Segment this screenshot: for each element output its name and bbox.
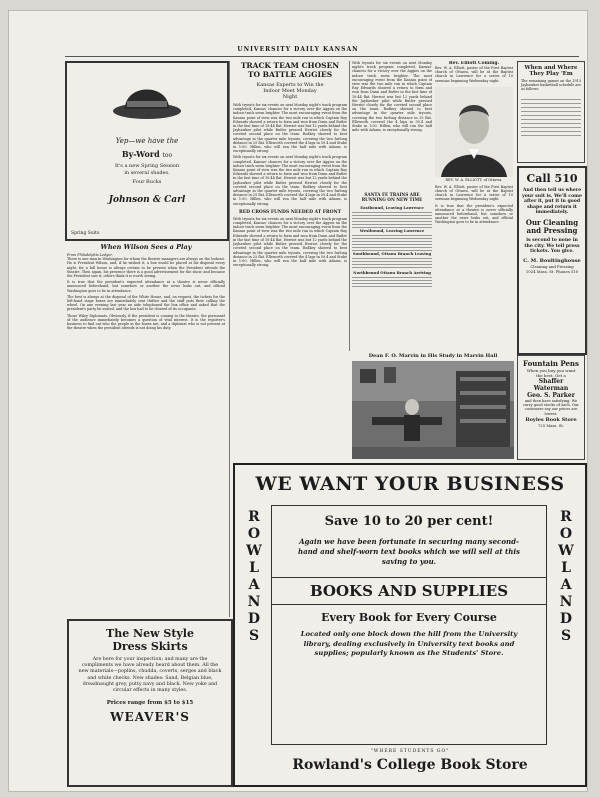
fountain-address: 725 Mass. St.: [537, 422, 565, 428]
wilson-article: [67, 243, 225, 615]
side-letter: R: [560, 509, 572, 525]
hat-too: too: [162, 152, 173, 159]
fountain-store: Boyles Book Store: [525, 416, 577, 423]
side-letter: S: [560, 628, 572, 644]
rowlands-books: BOOKS AND SUPPLIES: [272, 577, 546, 605]
side-letter: R: [248, 509, 260, 525]
fountain-l4: Waterman: [533, 385, 569, 392]
column-rule-1: [229, 61, 230, 617]
pastor-body: Rev. W. A. Elliott, pastor of the First Baptist church of Ottawa, will be at the Baptist church in Lawrence for a series of 10 sermons beginning Wednesday night.: [435, 66, 513, 83]
rowlands-every: Every Book for Every Course: [321, 611, 497, 624]
track-headline-1: TRACK TEAM CHOSEN: [240, 61, 340, 70]
dean-caption: Dean F. O. Marvin in His Study in Marvin Hall: [368, 353, 498, 359]
call-address: 1024 Mass. St. Phones 510: [525, 268, 579, 274]
newspaper-page: [8, 10, 588, 792]
santa-fe-section-4: Northbound Ottawa Branch Arriving: [353, 270, 431, 275]
skirts-store: WEAVER'S: [110, 710, 190, 725]
santa-fe-headline: SANTA FE TRAINS ARE RUNNING ON NEW TIME: [361, 192, 423, 202]
track-deck-2: Indoor Meet Monday: [263, 88, 317, 94]
call-firm-2: Cleaning and Pressing: [530, 263, 574, 269]
pastor-headline: Rev. Elliott Coming.: [448, 61, 500, 66]
santa-fe-times-2: [352, 233, 432, 251]
hat-line3: It's a new Spring Session: [114, 163, 180, 169]
side-letter: O: [247, 526, 261, 542]
track-body: With tryouts for six events on next Monday night's track program completed, Kansas' chances for a victory over the Aggies on the indoor track seem brighter. The most encouraging event from the Kansas point of view was the two mile run in which Captain Ray Edwards showed a return to form and won from Dunn and Butler in the fast time of 10:44 flat. Herriot was but 12 yards behind the Jayhawker pilot while Butler pressed Herriot closely for the coveted second place on the team. Rodkey showed to best advantage in the quarter mile tryouts, covering the two furlong distance in 25 flat. Ellsworth covered the 4 laps in 59.4 and Stube in 1:00. Hillen, who will run the half mile with Adams, is exceptionally strong.: [233, 103, 347, 154]
santa-fe-column: [352, 61, 432, 351]
column-rule-2: [349, 61, 350, 351]
pastor-caption: REV. W. A. ELLIOTT, of Ottawa.: [445, 177, 503, 182]
hat-image: [111, 73, 183, 121]
side-letter: N: [247, 594, 261, 610]
track-deck-1: Kansas Experts to Win the: [256, 82, 324, 88]
side-letter: L: [561, 560, 571, 576]
rowlands-body: Again we have been fortunate in securing many second-hand and shelf-worn text books which we will sell at this saving to you.: [298, 537, 520, 566]
santa-fe-section-2: Westbound, Leaving Lawrence: [359, 228, 425, 233]
wilson-p3: The best is always at the disposal of the White House, and, on request, the tickets for the left-hand stage boxes are immediately sent thither and the staff puts their calling the wheel. On one evening last year an aide telephoned the box office and asked that the president's party be seated, and the box had to be cleared of its occupants.: [67, 294, 225, 312]
hat-tag: Spring Suits: [71, 231, 100, 236]
hat-line2: [67, 149, 227, 159]
masthead-rule: [65, 56, 579, 57]
call-sub: Our Cleaning and Pressing: [525, 217, 579, 235]
wilson-dateline: From Philadelphia Ledger.: [67, 253, 113, 257]
where-ad: [517, 61, 585, 163]
where-body: The remaining games on the 1915 Jayhawker basketball schedule are as follows:: [521, 79, 581, 92]
santa-fe-section-1: Eastbound, Leaving Lawrence: [360, 205, 424, 210]
call-body: And then tell us where your suit is. We'll come after it, put it in good shape and return it immediately.: [522, 188, 582, 216]
fountain-l3: Shaffer: [538, 378, 564, 385]
santa-fe-section-3: Southbound, Ottawa Branch Leaving: [352, 251, 432, 256]
hat-brand: Johnson & Carl: [108, 195, 186, 205]
santa-fe-times-1: [352, 210, 432, 228]
red-cross-body: With tryouts for six events on next Monday night's track program completed, Kansas' chances for a victory over the Aggies on the indoor track seem brighter. The most encouraging event from the Kansas point of view was the two mile run in which Captain Ray Edwards showed a return to form and won from Dunn and Butler in the fast time of 10:44 flat. Herriot was but 12 yards behind the Jayhawker pilot while Butler pressed Herriot closely for the coveted second place on the team. Rodkey showed to best advantage in the quarter mile tryouts, covering the two furlong distance in 25 flat. Ellsworth covered the 4 laps in 59.4 and Stube in 1:00. Hillen, who will run the half mile with Adams, is exceptionally strong.: [233, 216, 347, 268]
where-schedule: [521, 96, 581, 136]
rowlands-save: Save 10 to 20 per cent!: [324, 514, 494, 529]
skirts-title-2: Dress Skirts: [112, 640, 188, 653]
where-title-1: When and Where: [524, 65, 578, 71]
wilson-headline: When Wilson Sees a Play: [100, 243, 192, 251]
side-letter: A: [560, 577, 572, 593]
fountain-l2: the best. Get a: [536, 373, 566, 378]
skirts-price: Prices range from $5 to $15: [106, 700, 194, 707]
track-body-cont: With tryouts for six events on next Monday night's track program completed, Kansas' chances for a victory over the Aggies on the indoor track seem brighter. The most encouraging event from the Kansas point of view was the two mile run in which Captain Ray Edwards showed a return to form and won from Dunn and Butler in the fast time of 10:44 flat. Herriot was but 12 yards behind the Jayhawker pilot while Butler pressed Herriot closely for the coveted second place on the team. Rodkey showed to best advantage in the quarter mile tryouts, covering the two furlong distance in 25 flat. Ellsworth covered the 4 laps in 59.4 and Stube in 1:00. Hillen, who will run the half mile with Adams, is exceptionally strong.: [233, 155, 347, 206]
fountain-pen-ad: [517, 355, 585, 460]
wilson-p4: Those Wiley Diplomats. Obviously, if the president is coming to the theatre, the personnel of the audience immediately becomes a question of vital interest. It is the reporter's business to find out who the people in the boxes are, and a diplomat who is not present at the theatre when the president attends is not doing his duty.: [67, 313, 225, 331]
call-body-2: is second to none in the city. We tell press tickets. You give.: [524, 237, 580, 255]
red-cross-headline: RED CROSS FUNDS NEEDED AT FRONT: [238, 209, 342, 215]
side-letter: S: [248, 628, 260, 644]
santa-fe-times-4: [352, 275, 432, 287]
wilson-p2: It is true that the president's expected attendance at a theatre is never officially announced beforehand, but somehow or another the news leaks out, and official Washington goes to be in attendance.: [67, 280, 225, 293]
dean-photo-block: [352, 353, 514, 461]
rowlands-store: Rowland's College Book Store: [292, 757, 528, 773]
wilson-p1: There is one man in Washington for whom the theatre managers are always on the lookout. He is President Wilson, and, if he wished it, a box would be placed at his disposal every night, for a full house is always certain to be present when the President attends the theatre. Then again, his presence there is a good advertisement for the show, and because the President saw it, others think it is worth seeing.: [67, 257, 225, 279]
side-letter: D: [247, 611, 261, 627]
fountain-l5: Geo. S. Parker: [527, 392, 575, 399]
fountain-l1: When you buy you want: [526, 368, 576, 373]
rowlands-motto: "WHERE STUDENTS GO": [370, 749, 450, 754]
rowlands-side-left: [243, 509, 265, 645]
track-deck-3: Night: [282, 94, 298, 100]
call-title: Call 510: [526, 172, 578, 185]
hat-line4: in several shades.: [124, 170, 170, 176]
fountain-l6: and then have satisfying. We carry good stocks of each. Our customers say our prices are lowest.: [523, 399, 579, 416]
pastor-portrait: [435, 87, 513, 177]
dean-photo: [352, 361, 514, 459]
side-letter: W: [558, 543, 574, 559]
skirts-body: Are here for your inspection; and many are the compliments we have already heard about them. All the new materials—poplins, chudda, coverts, serges and black and white checks. New shades: Sand, Belgian blue, dreadnaught grey, putty navy and black. New yoke and circular effects in many styles.: [78, 657, 222, 694]
skirts-ad: [67, 619, 233, 787]
pastor-notes-2: It is true that the president's expected attendance at a theatre is never officially announced beforehand, but somehow or another the news leaks out, and official Washington goes to be in attendance.: [435, 203, 513, 225]
hat-byword: By-Word: [121, 149, 160, 159]
pastor-notes: Rev. W. A. Elliott, pastor of the First Baptist church of Ottawa, will be at the Baptist church in Lawrence for a series of 10 sermons beginning Wednesday night.: [435, 184, 513, 202]
rowlands-ad: [233, 463, 587, 787]
hat-ad: [65, 61, 229, 241]
rowlands-headline: WE WANT YOUR BUSINESS: [255, 473, 565, 495]
side-letter: N: [559, 594, 573, 610]
call-510-ad: [517, 166, 587, 355]
track-headline-2: TO BATTLE AGGIES: [247, 70, 333, 79]
side-letter: L: [249, 560, 259, 576]
pastor-column: [435, 61, 513, 351]
santa-fe-lead: With tryouts for six events on next Monday night's track program completed, Kansas' chances for a victory over the Aggies on the indoor track seem brighter. The most encouraging event from the Kansas point of view was the two mile run in which Captain Ray Edwards showed a return to form and won from Dunn and Butler in the fast time of 10:44 flat. Herriot was but 12 yards behind the Jayhawker pilot while Butler pressed Herriot closely for the coveted second place on the team. Rodkey showed to best advantage in the quarter mile tryouts, covering the two furlong distance in 25 flat. Ellsworth covered the 4 laps in 59.4 and Stube in 1:00. Hillen, who will run the half mile with Adams, is exceptionally strong.: [352, 61, 432, 133]
side-letter: W: [246, 543, 262, 559]
side-letter: D: [559, 611, 573, 627]
hat-line1: Yep—we have the: [115, 137, 179, 145]
santa-fe-times-3: [352, 256, 432, 270]
fountain-title: Fountain Pens: [523, 359, 579, 368]
rowlands-inner: [271, 505, 547, 745]
rowlands-side-right: [555, 509, 577, 645]
where-title-2: They Play 'Em: [529, 71, 573, 77]
skirts-title-1: The New Style: [106, 627, 194, 640]
call-firm: C. M. Boultinghouse: [523, 257, 581, 264]
rowlands-located: Located only one block down the hill from the University library, dealing exclusively in University text books and supplies; popularly known as the Students' Store.: [300, 630, 518, 657]
side-letter: O: [559, 526, 573, 542]
hat-line5: Four Bucks: [132, 179, 162, 185]
masthead: UNIVERSITY DAILY KANSAN: [237, 46, 359, 53]
side-letter: A: [248, 577, 260, 593]
